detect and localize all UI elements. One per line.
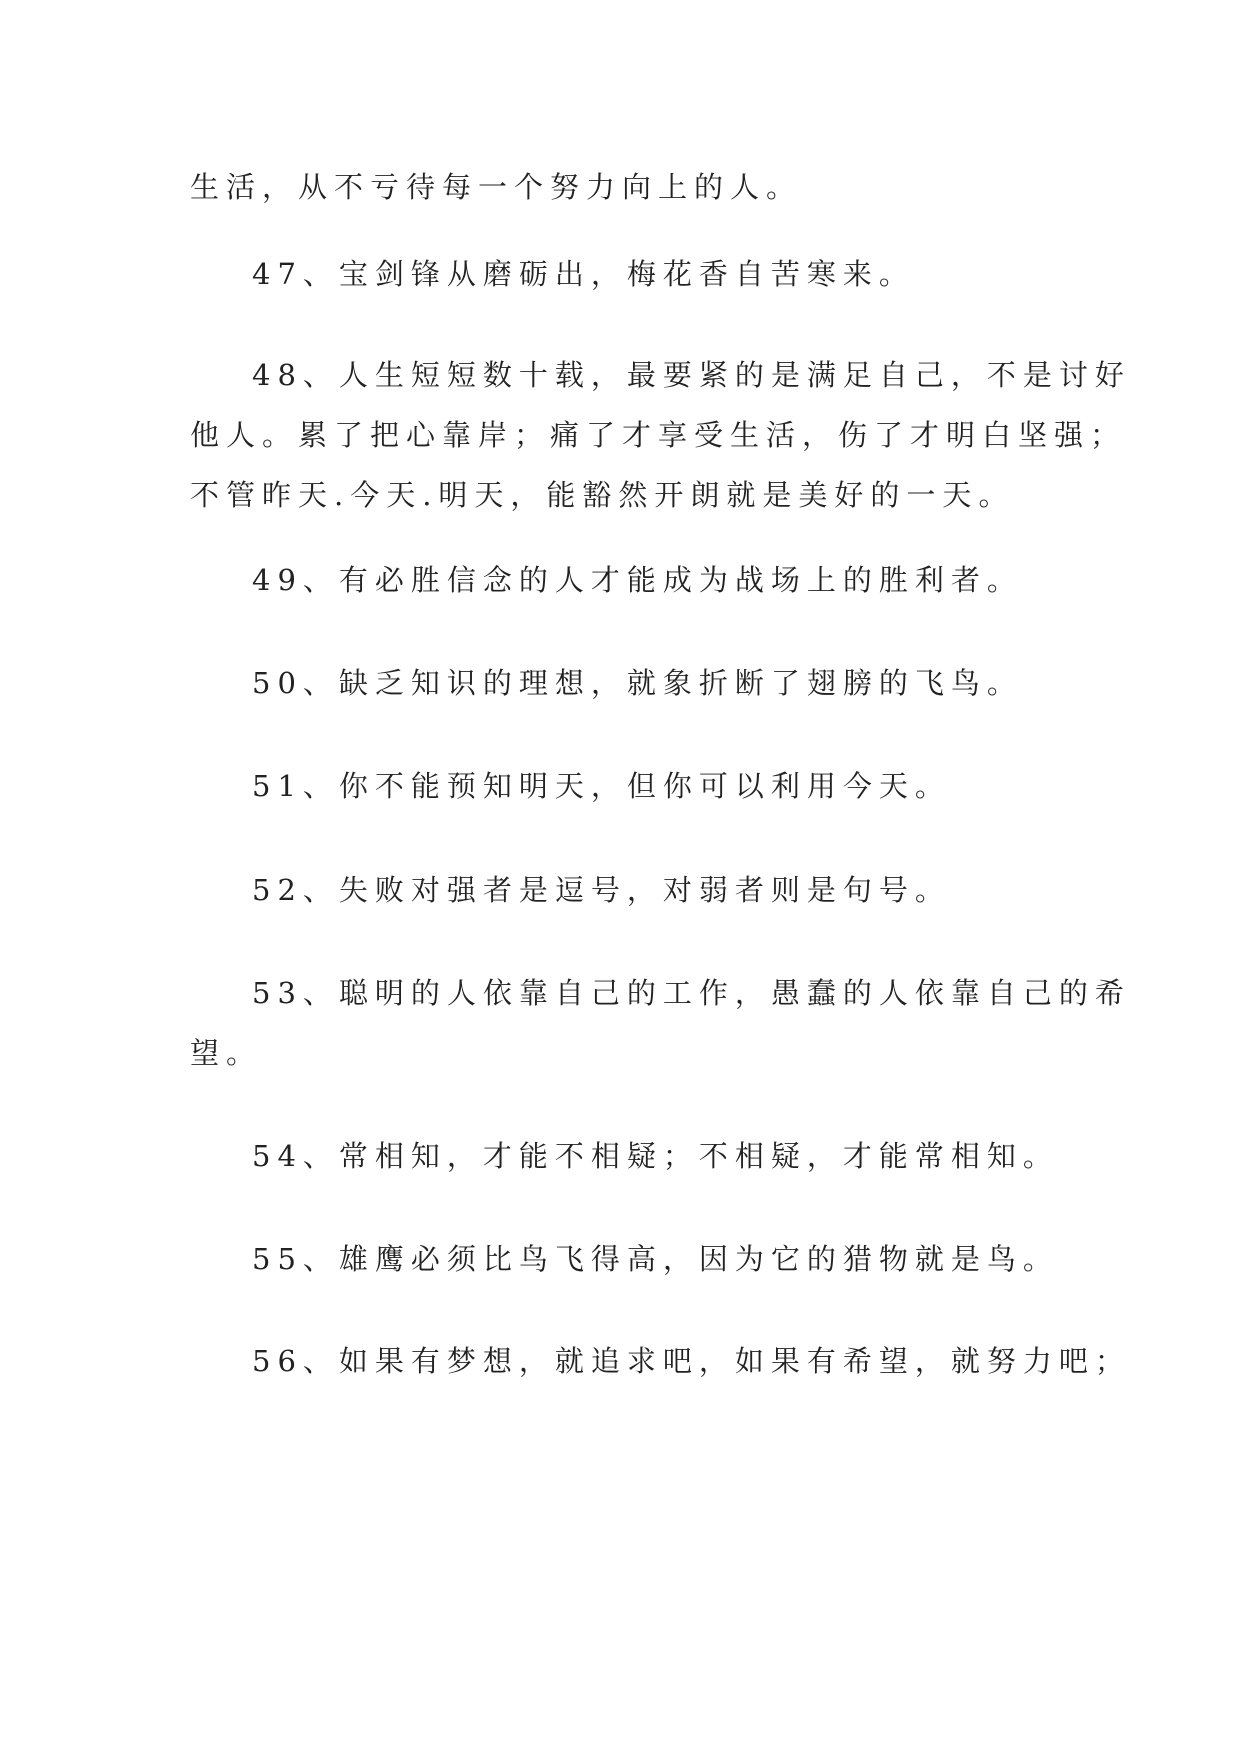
paragraph-55 (190, 1229, 1059, 1289)
paragraph-line: 47、宝剑锋从磨砺出，梅花香自苦寒来。 (252, 257, 915, 291)
paragraph-50 (190, 653, 1050, 713)
paragraph-line: 不管昨天.今天.明天，能豁然开朗就是美好的一天。 (190, 478, 1015, 512)
paragraph-line: 他人。累了把心靠岸；痛了才享受生活，伤了才明白坚强； (190, 418, 1127, 452)
paragraph-line: 生活，从不亏待每一个努力向上的人。 (190, 170, 803, 204)
paragraph-line: 52、失败对强者是逗号，对弱者则是句号。 (252, 873, 951, 907)
paragraph-51 (190, 756, 1050, 816)
paragraph-line: 55、雄鹰必须比鸟飞得高，因为它的猎物就是鸟。 (252, 1242, 1059, 1276)
paragraph-line: 56、如果有梦想，就追求吧，如果有希望，就努力吧； (252, 1344, 1131, 1378)
paragraph-line: 51、你不能预知明天，但你可以利用今天。 (252, 769, 951, 803)
paragraph-52 (190, 860, 1050, 920)
paragraph-54 (190, 1126, 1059, 1186)
paragraph-line: 50、缺乏知识的理想，就象折断了翅膀的飞鸟。 (252, 666, 1023, 700)
paragraph-line: 48、人生短短数十载，最要紧的是满足自己，不是讨好 (252, 358, 1131, 392)
paragraph-53 (190, 963, 1131, 1083)
paragraph-48 (190, 345, 1131, 525)
paragraph-47 (190, 244, 1050, 304)
paragraph-continuation (190, 157, 1050, 217)
paragraph-56 (190, 1331, 1131, 1391)
paragraph-line: 54、常相知，才能不相疑；不相疑，才能常相知。 (252, 1139, 1059, 1173)
paragraph-line: 望。 (190, 1036, 263, 1070)
paragraph-line: 49、有必胜信念的人才能成为战场上的胜利者。 (252, 563, 1023, 597)
paragraph-line: 53、聪明的人依靠自己的工作，愚蠢的人依靠自己的希 (252, 976, 1131, 1010)
paragraph-49 (190, 550, 1050, 610)
